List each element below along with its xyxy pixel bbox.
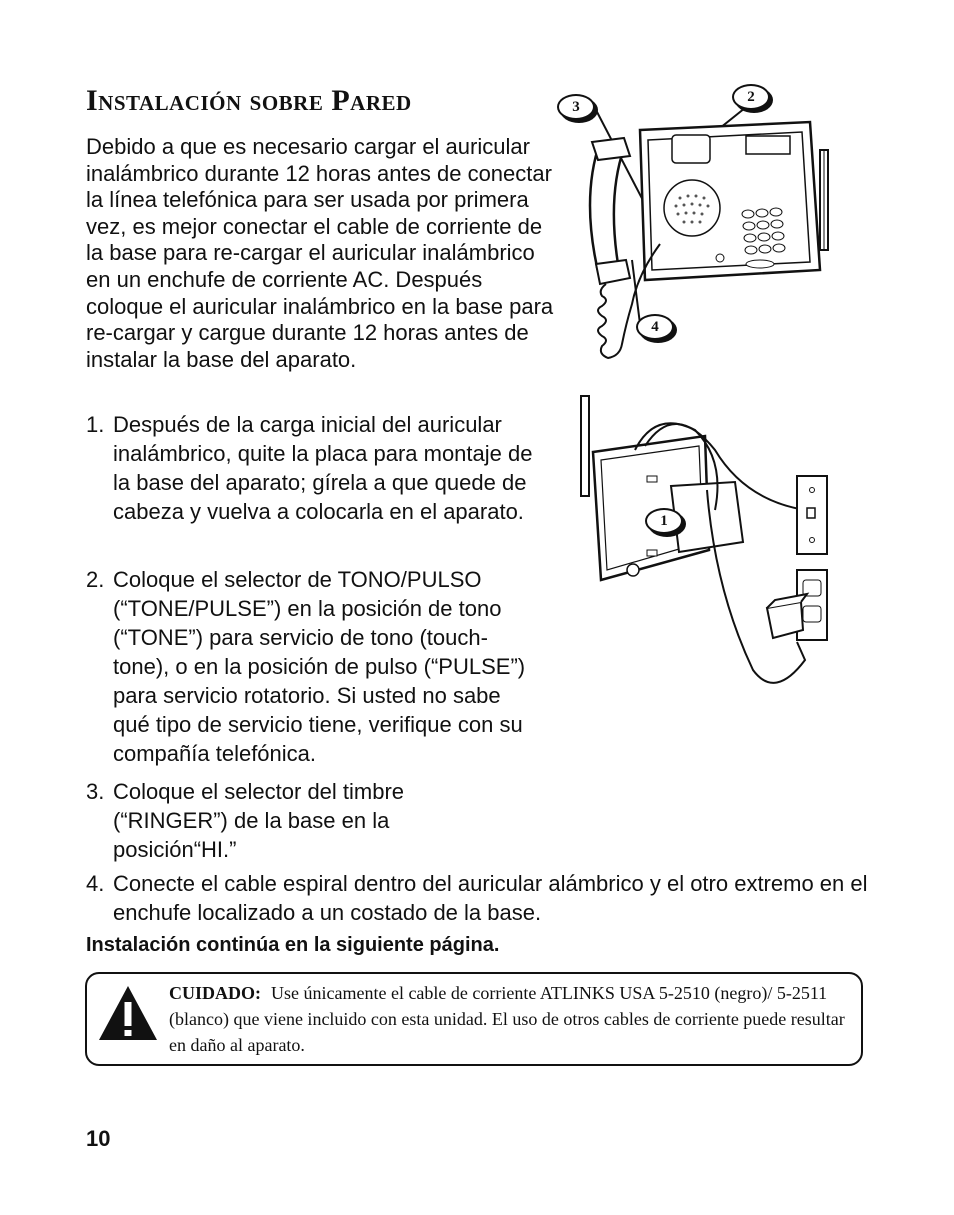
caution-box — [85, 972, 863, 1066]
page-title: Instalación sobre Pared — [86, 84, 412, 117]
continue-note: Instalación continúa en la siguiente página. — [86, 934, 500, 956]
callout-4: 4 — [636, 314, 674, 340]
wall-mount-illustration — [575, 390, 860, 700]
page-number: 10 — [86, 1126, 111, 1151]
step-text: Conecte el cable espiral dentro del auricular alámbrico y el otro extremo en el enchufe localizado a un costado de la base. — [113, 871, 868, 925]
step-text: Coloque el selector de TONO/PULSO (“TONE/PULSE”) en la posición de tono (“TONE”) para servicio de tono (touch-tone), o en la posición de pulso (“PULSE”) para servicio rotatorio. Si usted no sabe qué tipo de servicio tiene, verifique con su compañía telefónica. — [113, 567, 526, 766]
step-number: 4. — [86, 871, 105, 896]
caution-body: Use únicamente el cable de corriente ATLINKS USA 5-2510 (negro)/ 5-2511 (blanco) que viene incluido con esta unidad. El uso de otros cables de corriente puede resultar en daño al aparato. — [169, 983, 845, 1055]
callout-1: 1 — [645, 508, 683, 534]
phone-base-illustration — [570, 80, 860, 380]
step-text: Coloque el selector del timbre (“RINGER”) de la base en la posición“HI.” — [113, 779, 405, 862]
step-text: Después de la carga inicial del auricular inalámbrico, quite la placa para montaje de la base del aparato; gírela a que quede de cabeza y vuelva a colocarla en el aparato. — [113, 412, 533, 524]
callout-2: 2 — [732, 84, 770, 110]
warning-triangle-icon — [97, 984, 159, 1042]
intro-paragraph: Debido a que es necesario cargar el auricular inalámbrico durante 12 horas antes de conectar la línea telefónica para ser usada por primera vez, es mejor conectar el cable de corriente de la base para re-cargar el auricular inalámbrico en un enchufe de corriente AC. Después coloque el auricular inalámbrico en la base para re-cargar y cargue durante 12 horas antes de instalar la base del aparato. — [86, 134, 554, 372]
step-4 — [86, 869, 876, 927]
caution-label: CUIDADO: — [169, 983, 261, 1003]
step-number: 2. — [86, 567, 105, 592]
step-number: 3. — [86, 779, 105, 804]
step-number: 1. — [86, 412, 105, 437]
step-2 — [86, 565, 536, 768]
callout-3: 3 — [557, 94, 595, 120]
step-1 — [86, 410, 536, 526]
caution-text-block — [169, 980, 845, 1058]
step-3 — [86, 777, 431, 864]
